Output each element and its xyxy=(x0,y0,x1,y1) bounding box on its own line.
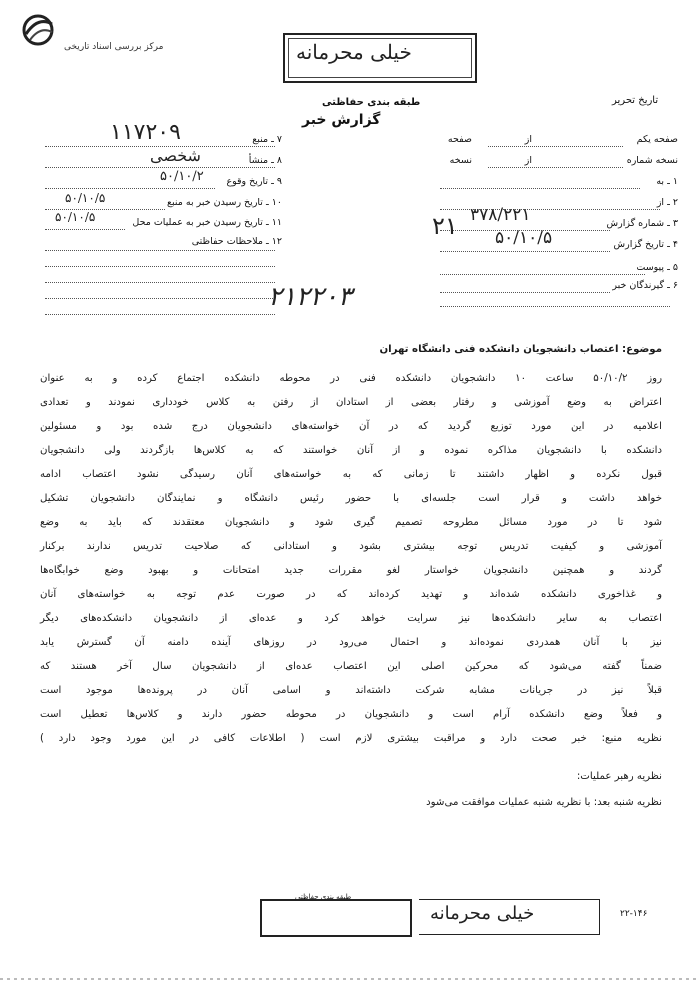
body-line: ضمناً گفته می‌شود که محرکین اصلی این اعتصاب عده‌ای از دانشجویان سال آخر هستند که xyxy=(40,661,662,672)
body-line: گردند و همچنین دانشجویان خواستار لغو مقررات جدید امتحانات و بهبود وضع خوابگاه‌ها xyxy=(40,565,662,576)
scan-edge xyxy=(0,978,700,980)
body-line: نیز با آنان همدردی نموده‌اند و احتمال می‌رود در روزهای آینده دامنه آن گسترش یابد xyxy=(40,637,662,648)
footer-stamp-handwriting: خیلی محرمانه xyxy=(430,903,535,924)
field-event-date: ۹ ـ تاریخ وقوع xyxy=(226,176,282,187)
field-origin: ۸ ـ منشأ xyxy=(248,155,282,166)
archive-logo-icon xyxy=(18,12,58,48)
copy-suffix: نسخه xyxy=(449,155,472,166)
body-line: آموزشی و کیفیت تدریس توجه بیشتری بشود و استادانی که صلاحیت تدریس ندارند برکنار xyxy=(40,541,662,552)
side-note: ۲۱ xyxy=(432,212,458,240)
page-label: صفحه یکم xyxy=(636,134,678,145)
report-date-label: ۴ ـ تاریخ گزارش xyxy=(613,239,678,250)
body-line: اعلامیه در این مورد توزیع گردید که در آن خواسته‌های دانشجویان درج شده بود و مسئولین xyxy=(40,421,662,432)
field-origin-value: شخصی xyxy=(150,146,201,165)
field-event-date-value: ۵۰/۱۰/۲ xyxy=(160,169,204,184)
stamp-handwriting: خیلی محرمانه xyxy=(296,40,412,64)
document-number: ۲۱۲۲۰۳ xyxy=(268,282,352,312)
field-source: ۷ ـ منبع xyxy=(252,134,282,145)
report-title: گزارش خبر xyxy=(302,112,381,128)
page-suffix: صفحه xyxy=(447,134,472,145)
body-line: نظریه شنبه بعد: با نظریه شنبه عملیات موافقت می‌شود xyxy=(426,797,662,808)
copy-of: از xyxy=(524,155,532,166)
to-label: ۱ ـ به xyxy=(656,176,678,187)
footer-stamp xyxy=(260,899,412,937)
classification-label: طبقه بندی حفاظتی xyxy=(322,97,421,108)
copy-label: نسخه شماره xyxy=(626,155,678,166)
body-line: خواهد داشت و قرار است جلسه‌ای با حضور رئیس دانشگاه و نمایندگان دانشجویان تشکیل xyxy=(40,493,662,504)
field-security-notes: ۱۲ ـ ملاحظات حفاظتی xyxy=(191,236,282,247)
body-line: دانشکده با دانشجویان مذاکره نموده و از آنان خواستند که به کلاس‌ها بازگردند ولی دانشجویان xyxy=(40,445,662,456)
subject-line: موضوع: اعتصاب دانشجویان دانشکده فنی دانشگاه تهران xyxy=(379,344,662,355)
body-line: اعتصاب به سایر دانشکده‌ها نیز سرایت خواهد کرد و عده‌ای از دانشجویان دانشکده‌های دیگر xyxy=(40,613,662,624)
recipients-label: ۶ ـ گیرندگان خبر xyxy=(612,280,678,291)
field-source-receipt-date: ۱۰ ـ تاریخ رسیدن خبر به منبع xyxy=(167,197,282,208)
page-of: از xyxy=(524,134,532,145)
body-line: قبول نکرده و اظهار داشتند تا زمانی که به خواسته‌های آنان رسیدگی نشود اعتصاب ادامه xyxy=(40,469,662,480)
report-number-value: ۳۷۸/۲۲۱ xyxy=(470,205,531,225)
body-line: روز ۵۰/۱۰/۲ ساعت ۱۰ دانشجویان دانشکده فنی در محوطه دانشکده اجتماع کرده و به عنوان xyxy=(40,373,662,384)
report-number-label: ۳ ـ شماره گزارش xyxy=(606,218,678,229)
field-source-value: ۱۱۷۲۰۹ xyxy=(110,120,181,145)
date-label: تاریخ تحریر xyxy=(612,95,659,106)
report-date-value: ۵۰/۱۰/۵ xyxy=(495,228,553,248)
body-line: قبلاً نیز در جریانات مشابه شرکت داشته‌اند و اسامی آنان در پرونده‌ها موجود است xyxy=(40,685,662,696)
field-ops-receipt-date-value: ۵۰/۱۰/۵ xyxy=(55,210,96,224)
body-line: اعتراض به وضع آموزشی و رفتار بعضی از استادان از رفتن به کلاس خودداری نمودند و تعدادی xyxy=(40,397,662,408)
attachment-label: ۵ ـ پیوست xyxy=(636,262,678,273)
archive-logo-text: مرکز بررسی اسناد تاریخی xyxy=(64,42,164,52)
footer-classification-label: طبقه بندی حفاظتی xyxy=(295,893,352,901)
body-line: و غذاخوری دانشکده شده‌اند و تهدید کرده‌اند که در صورت عدم توجه به خواسته‌های آنان xyxy=(40,589,662,600)
body-line: نظریه رهبر عملیات: xyxy=(576,771,662,782)
body-line: شود تا در مورد مسائل مطروحه تصمیم گیری شود و دانشجویان معتقدند که باید به وضع xyxy=(40,517,662,528)
field-source-receipt-date-value: ۵۰/۱۰/۵ xyxy=(65,191,106,205)
body-line: و فعلاً وضع دانشکده آرام است و دانشجویان در محوطه حضور دارند و کلاس‌ها تعطیل است xyxy=(40,709,662,720)
footer-code: ۲۲-۱۴۶ xyxy=(620,909,648,919)
field-ops-receipt-date: ۱۱ ـ تاریخ رسیدن خبر به عملیات محل xyxy=(132,217,282,228)
body-line: نظریه منبع: خبر صحت دارد و مراقبت بیشتری لازم است ( اطلاعات کافی در این مورد وجود دارد ) xyxy=(40,733,662,744)
from-label: ۲ ـ از xyxy=(656,197,678,208)
